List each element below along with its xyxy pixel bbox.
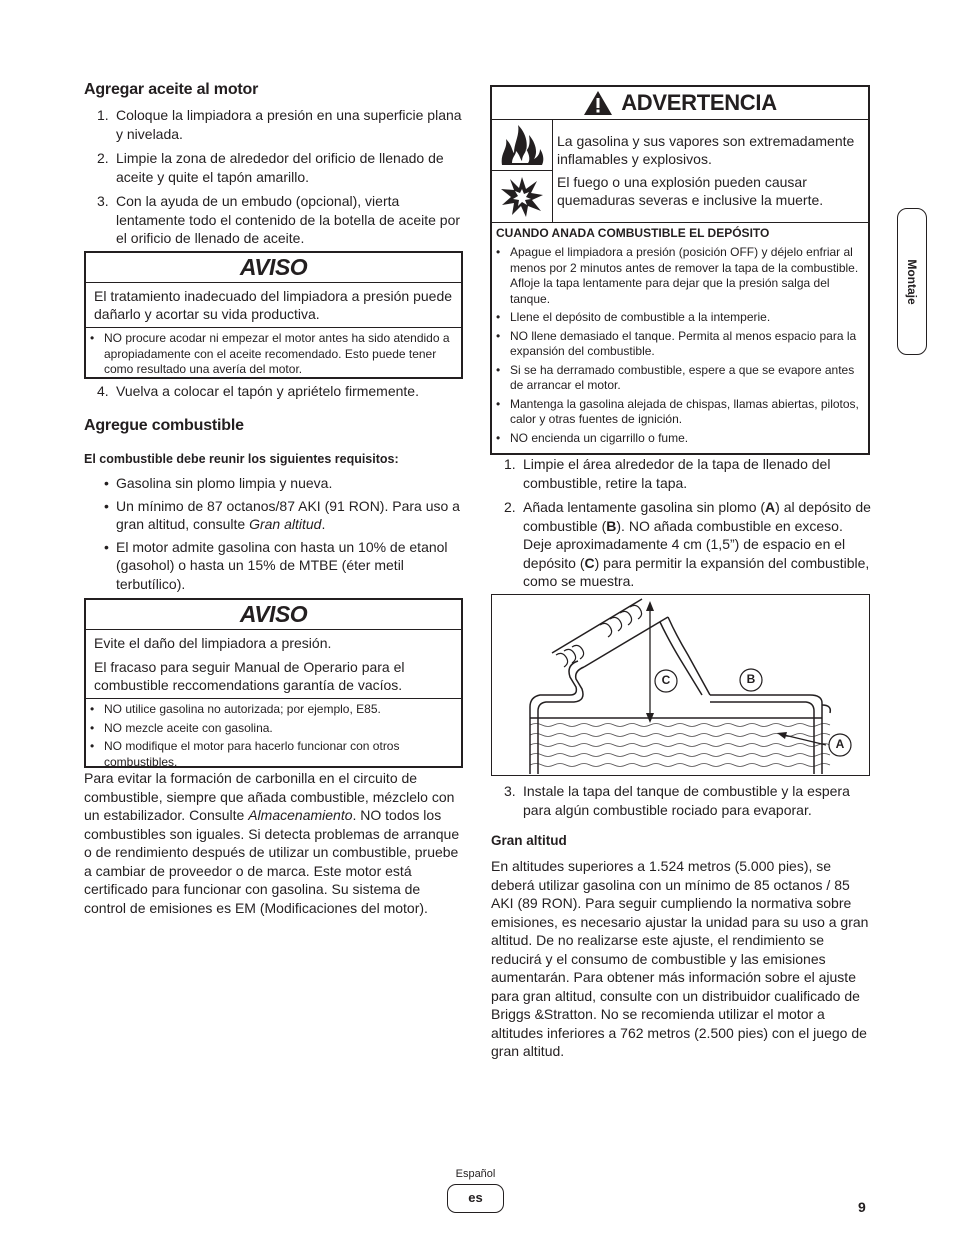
- warning-header: [492, 87, 868, 120]
- fuel-req-item: • El motor admite gasolina con hasta un 10% de etanol (gasohol) o hasta un 15% de MTBE (éter metil terbutílico).: [84, 538, 464, 594]
- altitude-heading: Gran altitud: [491, 833, 567, 848]
- aviso-bullet: • NO utilice gasolina no autorizada; por ejemplo, E85.: [86, 702, 457, 718]
- fuel-tank-diagram: [491, 594, 870, 776]
- aviso-box-fuel: [84, 598, 463, 768]
- fill-step-2: 2. Añada lentamente gasolina sin plomo (A) al depósito de combustible (B). NO añada combustible en exceso. Deje aproximadamente 4 cm (1,5”) de espacio en el depósito (C) para permitir la expansión del combustible, como se muestra.: [504, 499, 871, 589]
- warning-bullet: • NO encienda un cigarrillo o fume.: [492, 431, 862, 447]
- warning-hazard-row: [492, 120, 868, 223]
- fuel-tank-illustration: [492, 595, 868, 774]
- aviso-title: AVISO: [86, 253, 461, 283]
- fuel-req-item: • Un mínimo de 87 octanos/87 AKI (91 RON). Para uso a gran altitud, consulte Gran altitud.: [84, 497, 464, 534]
- warning-triangle-icon: [583, 90, 613, 116]
- hazard-text: La gasolina y sus vapores son extremadamente inflamables y explosivos. El fuego o una explosión pueden causar quemaduras severas e inclusive la muerte.: [557, 133, 855, 208]
- warning-bullets: [492, 241, 868, 451]
- fuel-requirements-heading: El combustible debe reunir los siguientes requisitos:: [84, 452, 399, 466]
- fuel-requirements-list: [84, 474, 464, 597]
- warning-bullet: • Mantenga la gasolina alejada de chispas, llamas abiertas, pilotos, calor y otras fuentes de ignición.: [492, 397, 862, 428]
- aviso-body: El tratamiento inadecuado del limpiadora a presión puede dañarlo y acortar su vida productiva.: [86, 283, 461, 328]
- aviso-bullets: [86, 699, 461, 775]
- oil-steps: [84, 106, 464, 254]
- altitude-paragraph: En altitudes superiores a 1.524 metros (5.000 pies), se deberá utilizar gasolina con un mínimo de 85 octanos / 85 AKI (89 RON). Para seguir cumpliendo la normativa sobre emisiones, es necesario ajustar la unidad para su uso a gran altitud. De no realizarse este ajuste, el rendimiento se reducirá y el consumo de combustible y las emisiones aumentarán. Para obtener más información sobre el ajuste para gran altitud, consulte con un distribuidor cualificado de Briggs &Stratton. No se recomienda utilizar el motor a altitudes inferiores a 762 metros (2.500 pies) con el juego de gran altitud.: [491, 858, 869, 1059]
- fire-icon: [492, 120, 552, 171]
- warning-bullet: • NO llene demasiado el tanque. Permita al menos espacio para la expansión del combustible.: [492, 329, 862, 360]
- oil-heading: Agregar aceite al motor: [84, 81, 259, 98]
- warning-bullet: • Llene el depósito de combustible a la intemperie.: [492, 310, 862, 326]
- aviso-box-oil: [84, 251, 463, 379]
- callout-b: B: [746, 672, 756, 686]
- callout-c: C: [661, 673, 671, 687]
- warning-subhead: CUANDO ANADA COMBUSTIBLE EL DEPÓSITO: [496, 226, 770, 240]
- aviso-title: AVISO: [86, 600, 461, 630]
- stabilizer-paragraph: Para evitar la formación de carbonilla en el circuito de combustible, siempre que añada combustible, mézclelo con un estabilizador. Consulte Almacenamiento. NO todos los combustibles son iguales. Si detecta problemas de arranque o de rendimiento después de utilizar un combustible, pruebe a cambiar de proveedor o de marca. Este motor está certificado para funcionar con gasolina. Su sistema de control de emisiones es EM (Modificaciones del motor).: [84, 770, 460, 916]
- hazard-icons: [492, 120, 553, 222]
- callout-a: A: [835, 737, 845, 751]
- fuel-heading: Agregue combustible: [84, 417, 244, 434]
- oil-step-3: 3. Con la ayuda de un embudo (opcional), vierta lentamente todo el contenido de la botella de aceite por el orificio de llenado de aceite.: [97, 193, 461, 246]
- warning-bullet: • Apague el limpiadora a presión (posición OFF) y déjelo enfriar al menos por 2 minutos antes de remover la tapa de la combustible. Afloje la tapa lentamente para dejar que la presión salga del tanque.: [492, 245, 862, 307]
- explosion-icon: [492, 171, 552, 222]
- fuel-req-item: • Gasolina sin plomo limpia y nueva.: [84, 474, 464, 493]
- aviso-bullet: • NO procure acodar ni empezar el motor antes ha sido atendido a apropiadamente con el aceite recomendado. Esto puede tener como resultado una avería del motor.: [86, 331, 457, 378]
- warning-bullet: • Si se ha derramado combustible, espere a que se evapore antes de arrancar el motor.: [492, 363, 862, 394]
- oil-step-2: 2. Limpie la zona de alrededor del orificio de llenado de aceite y quite el tapón amarillo.: [97, 150, 444, 185]
- language-label: Español: [455, 1168, 496, 1180]
- oil-step-1: 1. Coloque la limpiadora a presión en una superficie plana y nivelada.: [97, 107, 462, 142]
- oil-step-4: 4. Vuelva a colocar el tapón y apriételo firmemente.: [97, 383, 419, 399]
- aviso-bullet: • NO mezcle aceite con gasolina.: [86, 721, 457, 737]
- aviso-body: Evite el daño del limpiadora a presión. El fracaso para seguir Manual de Operario para el combustible reccomendations garantía de vacíos.: [86, 630, 461, 699]
- aviso-bullets: [86, 328, 461, 383]
- fill-steps: [491, 455, 871, 597]
- section-tab: Montaje: [897, 208, 927, 355]
- warning-title: ADVERTENCIA: [621, 90, 777, 115]
- page-number: 9: [858, 1199, 866, 1215]
- fill-step-3: 3. Instale la tapa del tanque de combustible y la espera para algún combustible rociado para evaporar.: [504, 783, 850, 818]
- aviso-bullet: • NO modifique el motor para hacerlo funcionar con otros combustibles.: [86, 739, 457, 770]
- warning-box: [490, 85, 870, 455]
- language-code-badge: es: [447, 1184, 504, 1213]
- fill-step-1: 1. Limpie el área alrededor de la tapa de llenado del combustible, retire la tapa.: [504, 456, 831, 491]
